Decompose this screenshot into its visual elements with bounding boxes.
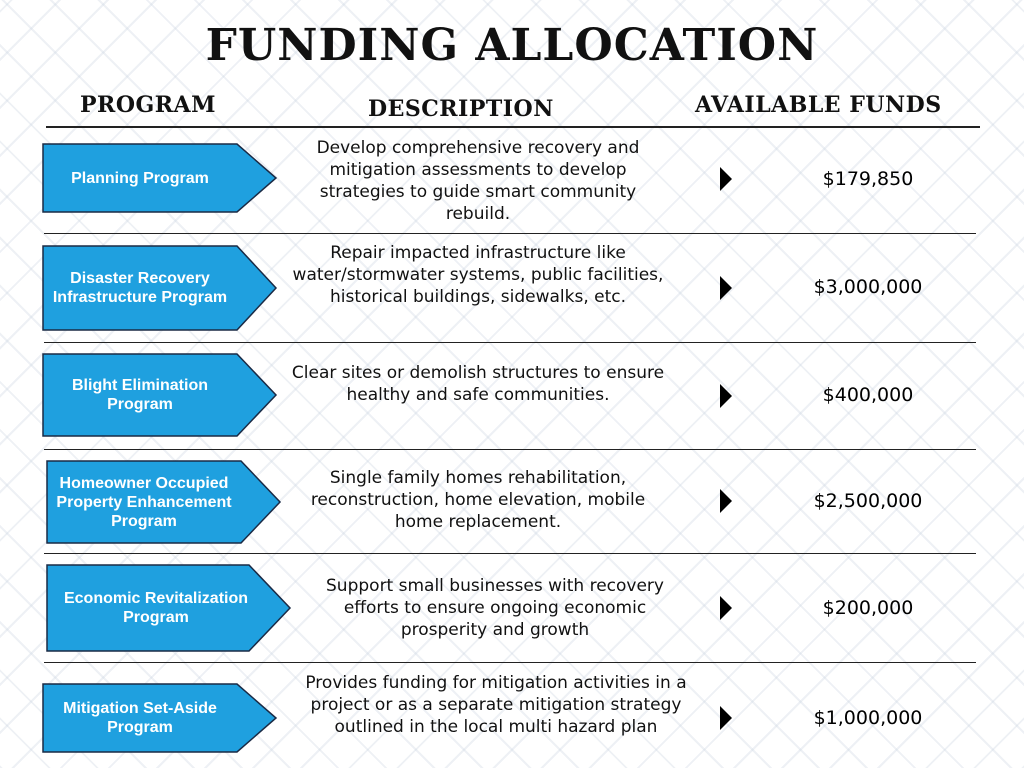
program-name: Disaster Recovery Infrastructure Program (52, 270, 228, 306)
row-divider (44, 449, 976, 450)
column-header-available-funds: AVAILABLE FUNDS (695, 92, 942, 118)
program-badge (46, 564, 292, 652)
page-title: FUNDING ALLOCATION (205, 20, 819, 71)
program-badge (42, 143, 278, 213)
triangle-right-icon (720, 706, 732, 730)
program-description: Repair impacted infrastructure like water/stormwater systems, public facilities, historical buildings, sidewalks, etc. (292, 243, 664, 307)
program-badge (42, 245, 278, 331)
available-funds-amount: $200,000 (822, 597, 914, 619)
program-description: Develop comprehensive recovery and mitigation assessments to develop strategies to guide smart community rebuild. (316, 138, 640, 224)
row-divider (44, 342, 976, 343)
program-name: Blight Elimination Program (72, 377, 208, 413)
program-description: Single family homes rehabilitation, reconstruction, home elevation, mobile home replacement. (310, 468, 646, 532)
program-badge (42, 683, 278, 753)
program-name: Economic Revitalization Program (63, 590, 249, 626)
available-funds-amount: $2,500,000 (813, 490, 923, 512)
program-name: Mitigation Set-Aside Program (63, 700, 217, 736)
column-header-description: DESCRIPTION (368, 96, 554, 122)
available-funds-amount: $3,000,000 (813, 276, 923, 298)
program-badge (46, 460, 282, 544)
available-funds-amount: $179,850 (822, 168, 914, 190)
row-divider (44, 233, 976, 234)
column-header-program: PROGRAM (80, 92, 216, 118)
program-badge (42, 353, 278, 437)
row-divider (44, 662, 976, 663)
triangle-right-icon (720, 276, 732, 300)
program-description: Support small businesses with recovery efforts to ensure ongoing economic prosperity and growth (326, 576, 664, 640)
program-name: Homeowner Occupied Property Enhancement Program (56, 474, 232, 530)
triangle-right-icon (720, 489, 732, 513)
program-name: Planning Program (71, 169, 209, 187)
program-description: Clear sites or demolish structures to ensure healthy and safe communities. (291, 363, 665, 405)
available-funds-amount: $400,000 (822, 384, 914, 406)
triangle-right-icon (720, 596, 732, 620)
program-description: Provides funding for mitigation activities in a project or as a separate mitigation strategy outlined in the local multi hazard plan (305, 673, 687, 737)
triangle-right-icon (720, 384, 732, 408)
row-divider (44, 553, 976, 554)
triangle-right-icon (720, 167, 732, 191)
available-funds-amount: $1,000,000 (813, 707, 923, 729)
header-divider (46, 126, 980, 128)
